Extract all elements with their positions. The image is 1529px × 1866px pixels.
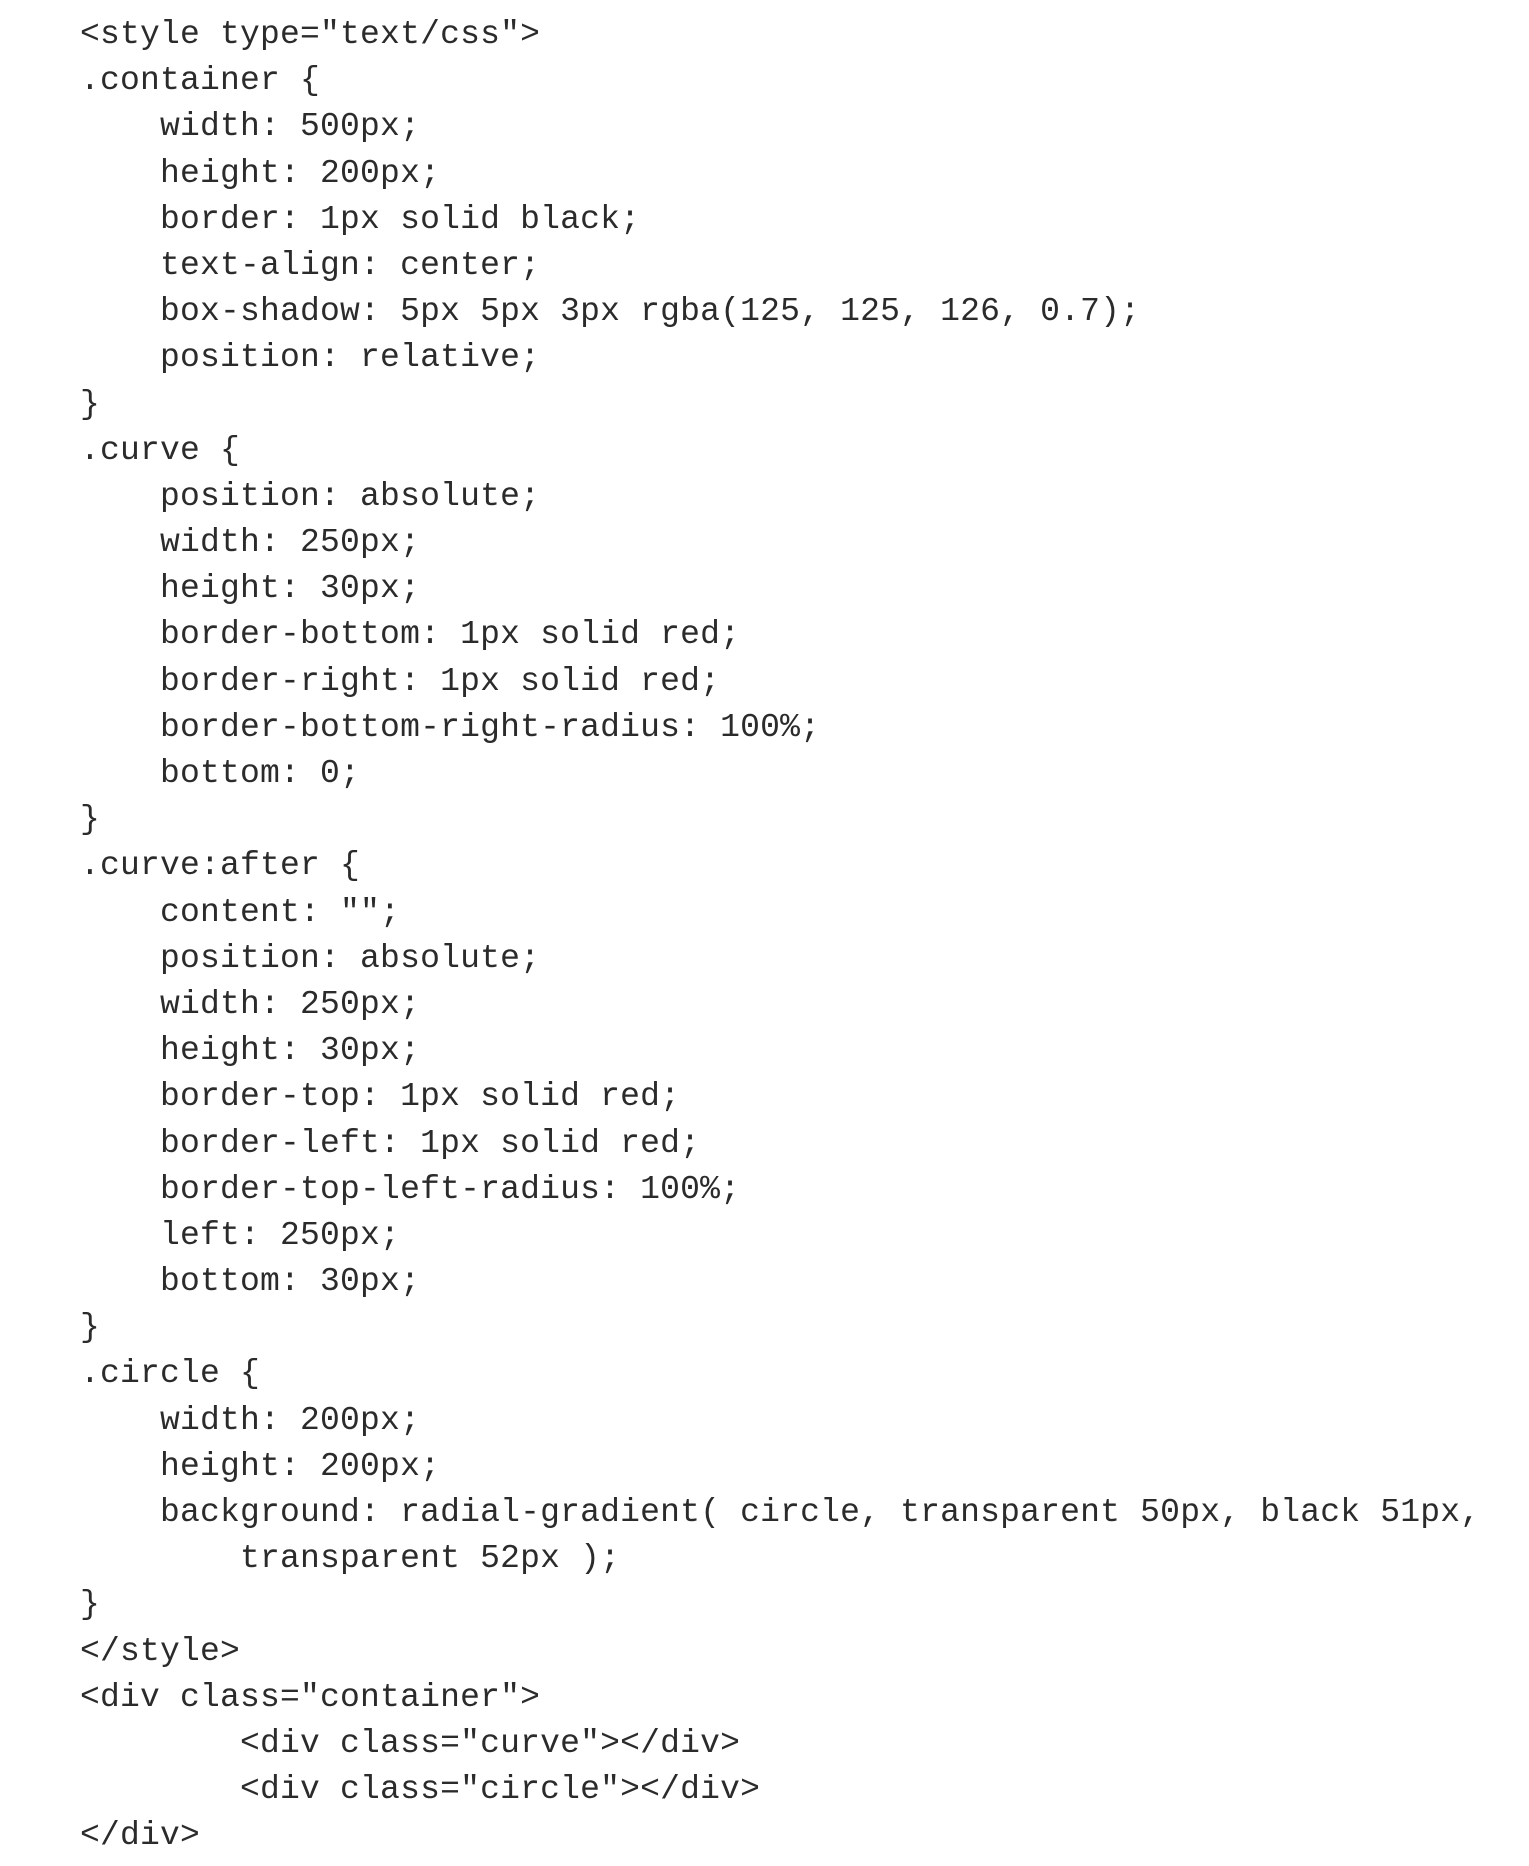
code-line: position: absolute; bbox=[0, 477, 541, 515]
code-line: border-left: 1px solid red; bbox=[0, 1124, 701, 1162]
code-line: </style> bbox=[0, 1632, 241, 1670]
code-line: <div class="circle"></div> bbox=[0, 1771, 761, 1809]
code-line: background: radial-gradient( circle, transparent 50px, black 51px, bbox=[0, 1494, 1481, 1531]
code-line: <div class="curve"></div> bbox=[0, 1724, 741, 1762]
code-line: border-bottom: 1px solid red; bbox=[0, 616, 741, 654]
code-line: } bbox=[0, 385, 101, 423]
code-line: text-align: center; bbox=[0, 246, 541, 284]
code-line: </div> bbox=[0, 1817, 201, 1855]
code-line: .container { bbox=[0, 62, 321, 100]
code-line: content: ""; bbox=[0, 893, 401, 931]
code-line: border-top-left-radius: 100%; bbox=[0, 1170, 741, 1208]
code-line: } bbox=[0, 1309, 101, 1347]
code-line: height: 200px; bbox=[0, 154, 441, 192]
code-line: width: 250px; bbox=[0, 985, 421, 1023]
code-line: border-top: 1px solid red; bbox=[0, 1078, 681, 1116]
code-line: <div class="container"> bbox=[0, 1678, 541, 1716]
code-line: } bbox=[0, 801, 101, 839]
code-line: width: 200px; bbox=[0, 1401, 421, 1439]
code-line: .curve { bbox=[0, 431, 241, 469]
code-line: width: 250px; bbox=[0, 524, 421, 562]
code-line: bottom: 30px; bbox=[0, 1263, 421, 1301]
code-line: .circle { bbox=[0, 1355, 261, 1393]
code-line: border-right: 1px solid red; bbox=[0, 662, 721, 700]
code-line: } bbox=[0, 1586, 101, 1624]
code-line: position: absolute; bbox=[0, 939, 541, 977]
code-line: box-shadow: 5px 5px 3px rgba(125, 125, 126, 0.7); bbox=[0, 293, 1141, 331]
code-line: height: 200px; bbox=[0, 1447, 441, 1485]
code-line: bottom: 0; bbox=[0, 755, 361, 792]
code-line: border: 1px solid black; bbox=[0, 200, 641, 238]
code-line: <style type="text/css"> bbox=[0, 16, 541, 53]
code-line: height: 30px; bbox=[0, 1032, 421, 1070]
code-line: transparent 52px ); bbox=[0, 1540, 621, 1578]
code-line: .curve:after { bbox=[0, 847, 361, 885]
code-line: width: 500px; bbox=[0, 108, 421, 146]
code-listing bbox=[0, 12, 1529, 1860]
code-line: border-bottom-right-radius: 100%; bbox=[0, 708, 821, 746]
code-line: height: 30px; bbox=[0, 570, 421, 608]
code-line: left: 250px; bbox=[0, 1216, 401, 1254]
code-line: position: relative; bbox=[0, 339, 541, 377]
